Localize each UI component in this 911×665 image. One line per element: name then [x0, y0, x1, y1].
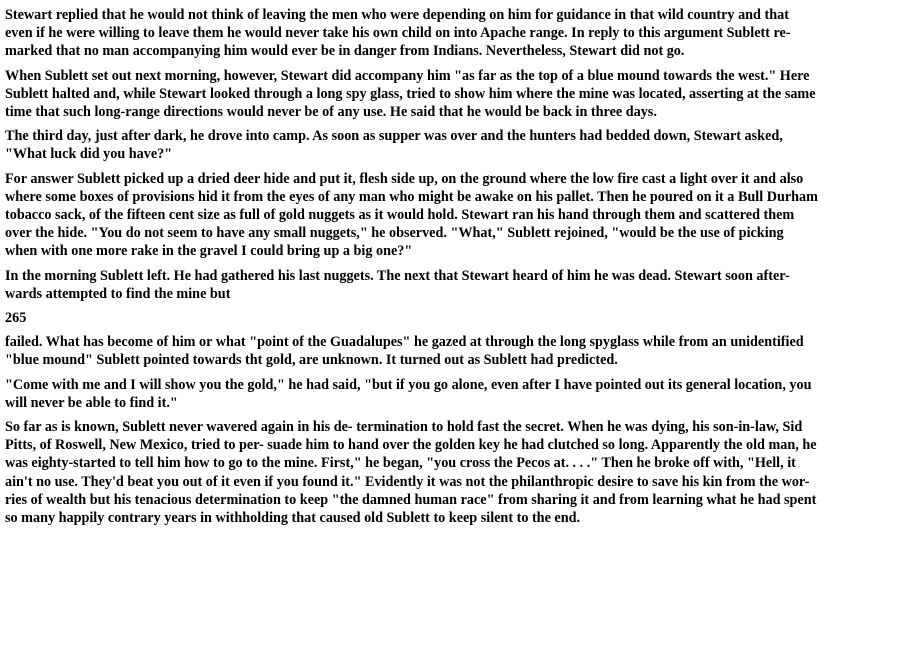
text-line: tobacco sack, of the fifteen cent size as full of gold nuggets as it would hold. Stewart ran his hand through them and scattered them: [5, 207, 795, 224]
text-line: was eighty-started to tell him how to go to the mine. First," he began, "you cross the Pecos at. . . ." Then he broke off with, "Hell, it: [5, 455, 796, 472]
paragraph-so-far-as-known: [5, 418, 900, 527]
text-line: ries of wealth but his tenacious determination to keep "the damned human race" from sharing it and from learning what he had spent: [5, 491, 817, 508]
text-line: The third day, just after dark, he drove into camp. As soon as supper was over and the hunters had bedded down, Stewart asked,: [5, 128, 783, 145]
paragraph-sublett-set-out: [5, 67, 900, 122]
text-line: Pitts, of Roswell, New Mexico, tried to per- suade him to hand over the golden key he had clutched so long. Apparently the old man, he: [5, 437, 817, 454]
document-page: [5, 6, 900, 533]
text-line: when with one more rake in the gravel I could bring up a big one?": [5, 243, 413, 260]
paragraph-deer-hide: [5, 170, 900, 261]
text-line: "What luck did you have?": [5, 146, 173, 163]
text-line: time that such long-range directions would never be of any use. He said that he would be back in three days.: [5, 104, 657, 121]
paragraph-morning-left: [5, 267, 900, 303]
text-line: failed. What has become of him or what "point of the Guadalupes" he gazed at through the long spyglass while from an unidentified: [5, 334, 804, 351]
paragraph-come-with-me: [5, 376, 900, 412]
paragraph-failed: [5, 333, 900, 369]
paragraph-stewart-replied: [5, 6, 900, 61]
text-line: Sublett halted and, while Stewart looked through a long spy glass, tried to show him where the mine was located, asserting at the same: [5, 85, 816, 102]
text-line: will never be able to find it.": [5, 394, 178, 411]
text-line: When Sublett set out next morning, however, Stewart did accompany him "as far as the top of a blue mound towards the west." Here: [5, 67, 810, 84]
text-line: over the hide. "You do not seem to have any small nuggets," he observed. "What," Sublett rejoined, "would be the use of picking: [5, 225, 784, 242]
text-line: So far as is known, Sublett never wavered again in his de- termination to hold fast the secret. When he was dying, his son-in-law, Sid: [5, 419, 803, 436]
paragraph-third-day: [5, 127, 900, 163]
text-line: "blue mound" Sublett pointed towards tht gold, are unknown. It turned out as Sublett had predicted.: [5, 352, 618, 369]
text-line: ain't no use. They'd beat you out of it even if you found it." Evidently it was not the philanthropic desire to save his kin from the wor-: [5, 473, 810, 490]
text-line: marked that no man accompanying him would ever be in danger from Indians. Nevertheless, Stewart did not go.: [5, 43, 685, 60]
text-line: For answer Sublett picked up a dried deer hide and put it, flesh side up, on the ground where the low fire cast a light over it and also: [5, 170, 804, 187]
text-line: even if he were willing to leave them he would never take his own child on into Apache range. In reply to this argument Sublett re-: [5, 25, 791, 42]
page-number: 265: [5, 310, 27, 327]
text-line: In the morning Sublett left. He had gathered his last nuggets. The next that Stewart heard of him he was dead. Stewart soon after-: [5, 267, 790, 284]
text-line: so many happily contrary years in withholding that caused old Sublett to keep silent to the end.: [5, 510, 581, 527]
text-line: "Come with me and I will show you the gold," he had said, "but if you go alone, even after I have pointed out its general location, you: [5, 376, 812, 393]
text-line: wards attempted to find the mine but: [5, 285, 231, 302]
text-line: Stewart replied that he would not think of leaving the men who were depending on him for guidance in that wild country and that: [5, 7, 789, 23]
text-line: where some boxes of provisions hid it from the eyes of any man who might be awake on his pallet. Then he poured on it a Bull Durham: [5, 188, 818, 205]
